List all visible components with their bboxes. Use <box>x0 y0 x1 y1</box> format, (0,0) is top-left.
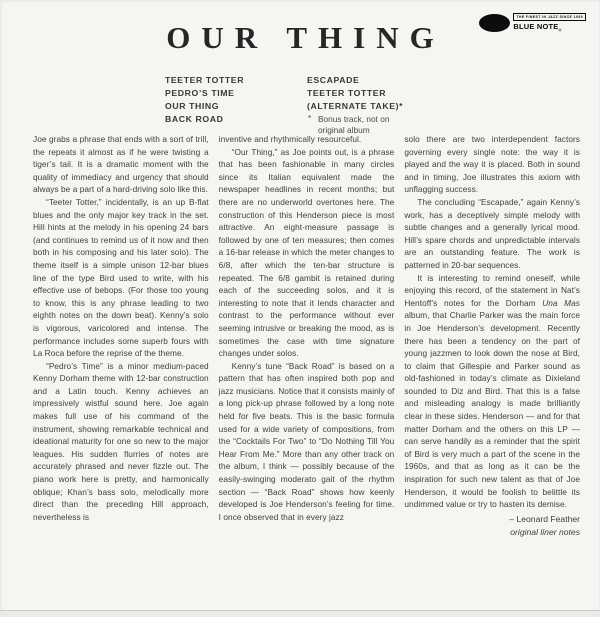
track-list-left <box>165 74 244 126</box>
text-segment: The concluding “Escapade,” again Kenny’s work, has a deceptively simple melody with subtle changes and a generally lyrical mood. Hill’s spare chords and unpredictable intervals are an outstanding feature. The work is patterned in 20-bar sequences. <box>404 196 581 270</box>
text-segment: It is interesting to remind oneself, while enjoying this record, of the statement in Nat’s Hentoff’s notes for the Dorham <box>404 272 581 308</box>
track-list-right <box>307 74 403 137</box>
liner-notes-paragraph <box>219 146 395 360</box>
liner-notes-column-3 <box>404 133 580 540</box>
liner-notes-paragraph <box>404 196 580 272</box>
track-list-right-titles <box>307 74 403 113</box>
album-title: OUR THING <box>166 20 445 55</box>
track-title: TEETER TOTTER <box>307 87 387 98</box>
text-segment: Joe grabs a phrase that ends with a sort of trill, the repeats it almost as if he were twisting a tiger’s tail. It is a dramatic moment with the quality of immediacy and urgency that should always be a part of a hard-driving solo like this. <box>33 134 209 195</box>
signature-block <box>404 513 580 540</box>
text-segment: “Our Thing,” as Joe points out, is a phrase that has been fashionable in many circles since its Italian equivalent made the newspaper headlines in recent months; but there are no underworld overtones here. The construction of this Henderson piece is most attractive. An eight-measure passage is followed by one of ten measures; then comes a 16-bar release in which the meter changes to 6/8, after which the ten-bar structure is repeated. The 6/8 gambit is retained during each of the succeeding solos, and it is interesting to note that it lends character and contrast to the performance without ever seeming intrusive or breaking the mood, as is sometimes the case with time signature changes under solos. <box>218 146 395 359</box>
track-title: (ALTERNATE TAKE)* <box>307 100 404 111</box>
liner-notes-paragraph <box>219 133 395 146</box>
track-title: TEETER TOTTER <box>165 75 245 85</box>
liner-notes-paragraph <box>33 133 209 196</box>
liner-notes-column-1 <box>33 133 209 540</box>
track-title: BACK ROAD <box>165 113 224 124</box>
blue-note-tagline: THE FINEST IN JAZZ SINCE 1939 <box>513 13 586 21</box>
liner-notes-column-2 <box>219 133 395 540</box>
track-title: PEDRO’S TIME <box>165 87 235 98</box>
liner-notes-credit: original liner notes <box>510 527 581 538</box>
track-title: OUR THING <box>165 100 220 111</box>
liner-notes-paragraph <box>33 196 209 360</box>
text-segment: inventive and rhythmically resourceful. <box>218 134 362 144</box>
liner-notes <box>33 133 580 540</box>
sleeve-bottom-edge <box>0 610 600 617</box>
blue-note-label: BLUE NOTE <box>513 22 559 31</box>
registered-mark: ® <box>558 27 562 33</box>
liner-notes-column-2-flow <box>219 133 395 523</box>
liner-notes-paragraph <box>404 272 580 511</box>
text-segment: Kenny’s tune “Back Road” is based on a pattern that has often inspired both pop and jazz musicians. Notice that it consists mainly of a long pick-up phrase followed by a long note held for five beats. This is the basic formula used for a wide variety of compositions, from the “Cocktails For Two” to “Do Nothing Till You Hear From Me.” More than any other track on the album, I think — possibly because of the easily-swinging moderato gait of the rhythm section — “Back Road” shows how keenly developed is Joe Henderson’s feeling for time. I once observed that in every jazz <box>218 360 395 522</box>
italic-text-segment: Una Mas <box>542 297 581 308</box>
liner-notes-paragraph <box>33 360 209 524</box>
footnote-text: Bonus track, not on original album <box>318 113 390 136</box>
liner-notes-column-3-flow <box>404 133 580 511</box>
liner-notes-column-1-flow <box>33 133 209 523</box>
text-segment: “Teeter Totter,” incidentally, is an up B-flat blues and the only major key track in the set. Hill hints at the melody in his opening 24 bars (and continues to remind us of it now and then both in his composing and his later solo). The theme itself is a simple unison 12-bar blues line of the type Bird used to write, with his effective use of bebops. (For those too young to know, this is any phrase leading to two eighth notes on the down beat). Kenny’s solo is vigorous, varicolored and intense. The performance includes some superb fours with La Roca before the reprise of the theme. <box>33 196 209 359</box>
text-segment: album, that Charlie Parker was the main force in Joe Henderson’s development. Recently there has been a tendency on the part of young jazzmen to look down the nose at Bird, to claim that Gillespie and Parker sound as old-fashioned in today’s climate as Dixieland sounded to Diz and Bird. That this is a false and misleading analogy is made brilliantly clear in these sides. Henderson — and for that matter Dorham and the others on this LP — can serve handily as a reminder that the spirit of Bird is very much a part of the scene in the 1960s, and that as long as it can be the inspiration for such new talent as that of Joe Henderson, it would be foolish to belittle its undimmed value or try to hasten its demise. <box>404 310 581 510</box>
track-title: ESCAPADE <box>307 75 360 85</box>
text-segment: “Pedro’s Time” is a minor medium-paced Kenny Dorham theme with 12-bar construction and a Latin touch. Kenny achieves an impressively wistful sound here. Joe again makes full use of his command of the instrument, showing remarkable technical and ideational maturity for one so new to the major leagues. His sudden flurries of notes are accurately phrased and never fizzle out. The piano work here is pretty, and harmonically oblique; Khan’s bass solo, melodically more direct than the preceding Hill approach, nevertheless is <box>33 360 209 522</box>
text-segment: solo there are two interdependent factors governing every single note: the way it is played and the way it is placed. Both in sound and in timing, Joe illustrates this axiom with unflagging success. <box>404 134 581 195</box>
liner-notes-paragraph <box>404 133 580 196</box>
liner-notes-paragraph <box>219 360 395 524</box>
footnote-asterisk: * <box>308 112 312 123</box>
liner-notes-author: – Leonard Feather <box>509 513 581 524</box>
track-list <box>0 74 600 136</box>
